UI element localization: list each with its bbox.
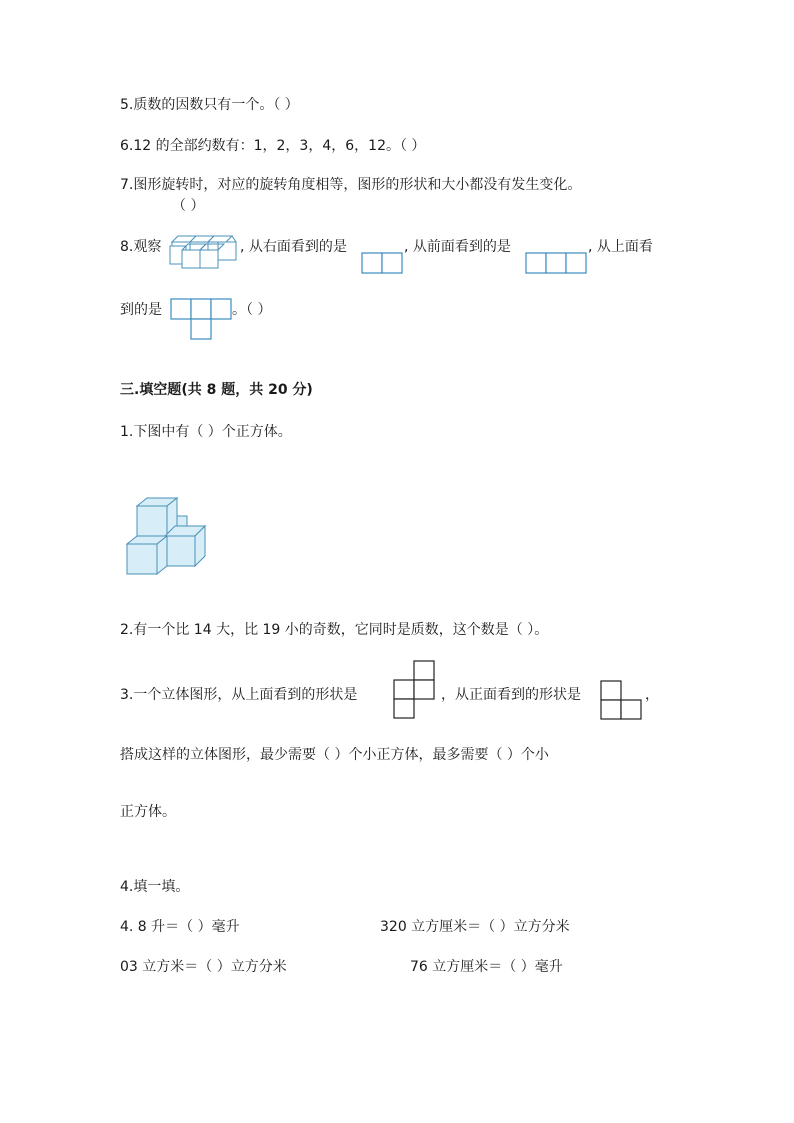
q4-row2-right: 76 立方厘米＝（ ）毫升 — [410, 959, 563, 975]
question-8-part-e: 到的是 — [120, 302, 162, 318]
q8-cube-shape-figure — [168, 236, 240, 270]
fill-question-3-line2: 搭成这样的立体图形，最少需要（ ）个小正方体，最多需要（ ）个小 — [120, 747, 549, 763]
fill-question-3-part-a: 3.一个立体图形，从上面看到的形状是 — [120, 687, 358, 703]
section-3-title: 三.填空题(共 8 题，共 20 分) — [120, 382, 313, 398]
question-7-line1: 7.图形旋转时，对应的旋转角度相等，图形的形状和大小都没有发生变化。 — [120, 177, 582, 193]
q4-row1-right: 320 立方厘米＝（ ）立方分米 — [380, 919, 570, 935]
q8-right-view-figure — [361, 252, 403, 274]
question-8-part-c: , 从前面看到的是 — [404, 239, 511, 255]
q3-top-view-figure — [393, 660, 437, 720]
question-8-part-a: 8.观察 — [120, 239, 162, 255]
q8-top-view-figure — [170, 298, 232, 340]
question-8-part-b: , 从右面看到的是 — [240, 239, 347, 255]
fill-question-1: 1.下图中有（ ）个正方体。 — [120, 424, 292, 440]
question-6: 6.12 的全部约数有：1，2，3，4，6，12。（ ） — [120, 138, 426, 154]
q4-row2-left: 03 立方米＝（ ）立方分米 — [120, 959, 287, 975]
fill-question-3-line3: 正方体。 — [120, 804, 176, 820]
fill-question-3-part-c: ， — [645, 687, 659, 703]
fill-question-3-part-b: ，从正面看到的形状是 — [441, 687, 581, 703]
fill-question-2: 2.有一个比 14 大，比 19 小的奇数，它同时是质数，这个数是（ ）。 — [120, 622, 549, 638]
fill-question-4: 4.填一填。 — [120, 879, 190, 895]
q4-row1-left: 4. 8 升＝（ ）毫升 — [120, 919, 240, 935]
question-7-answer-blank: （ ） — [172, 198, 205, 214]
question-5: 5.质数的因数只有一个。（ ） — [120, 97, 299, 113]
q8-front-view-figure — [525, 252, 587, 274]
fill-q1-cube-figure — [125, 496, 209, 576]
question-8-part-f: 。（ ） — [232, 302, 272, 318]
question-8-part-d: , 从上面看 — [588, 239, 653, 255]
q3-front-view-figure — [600, 680, 642, 720]
